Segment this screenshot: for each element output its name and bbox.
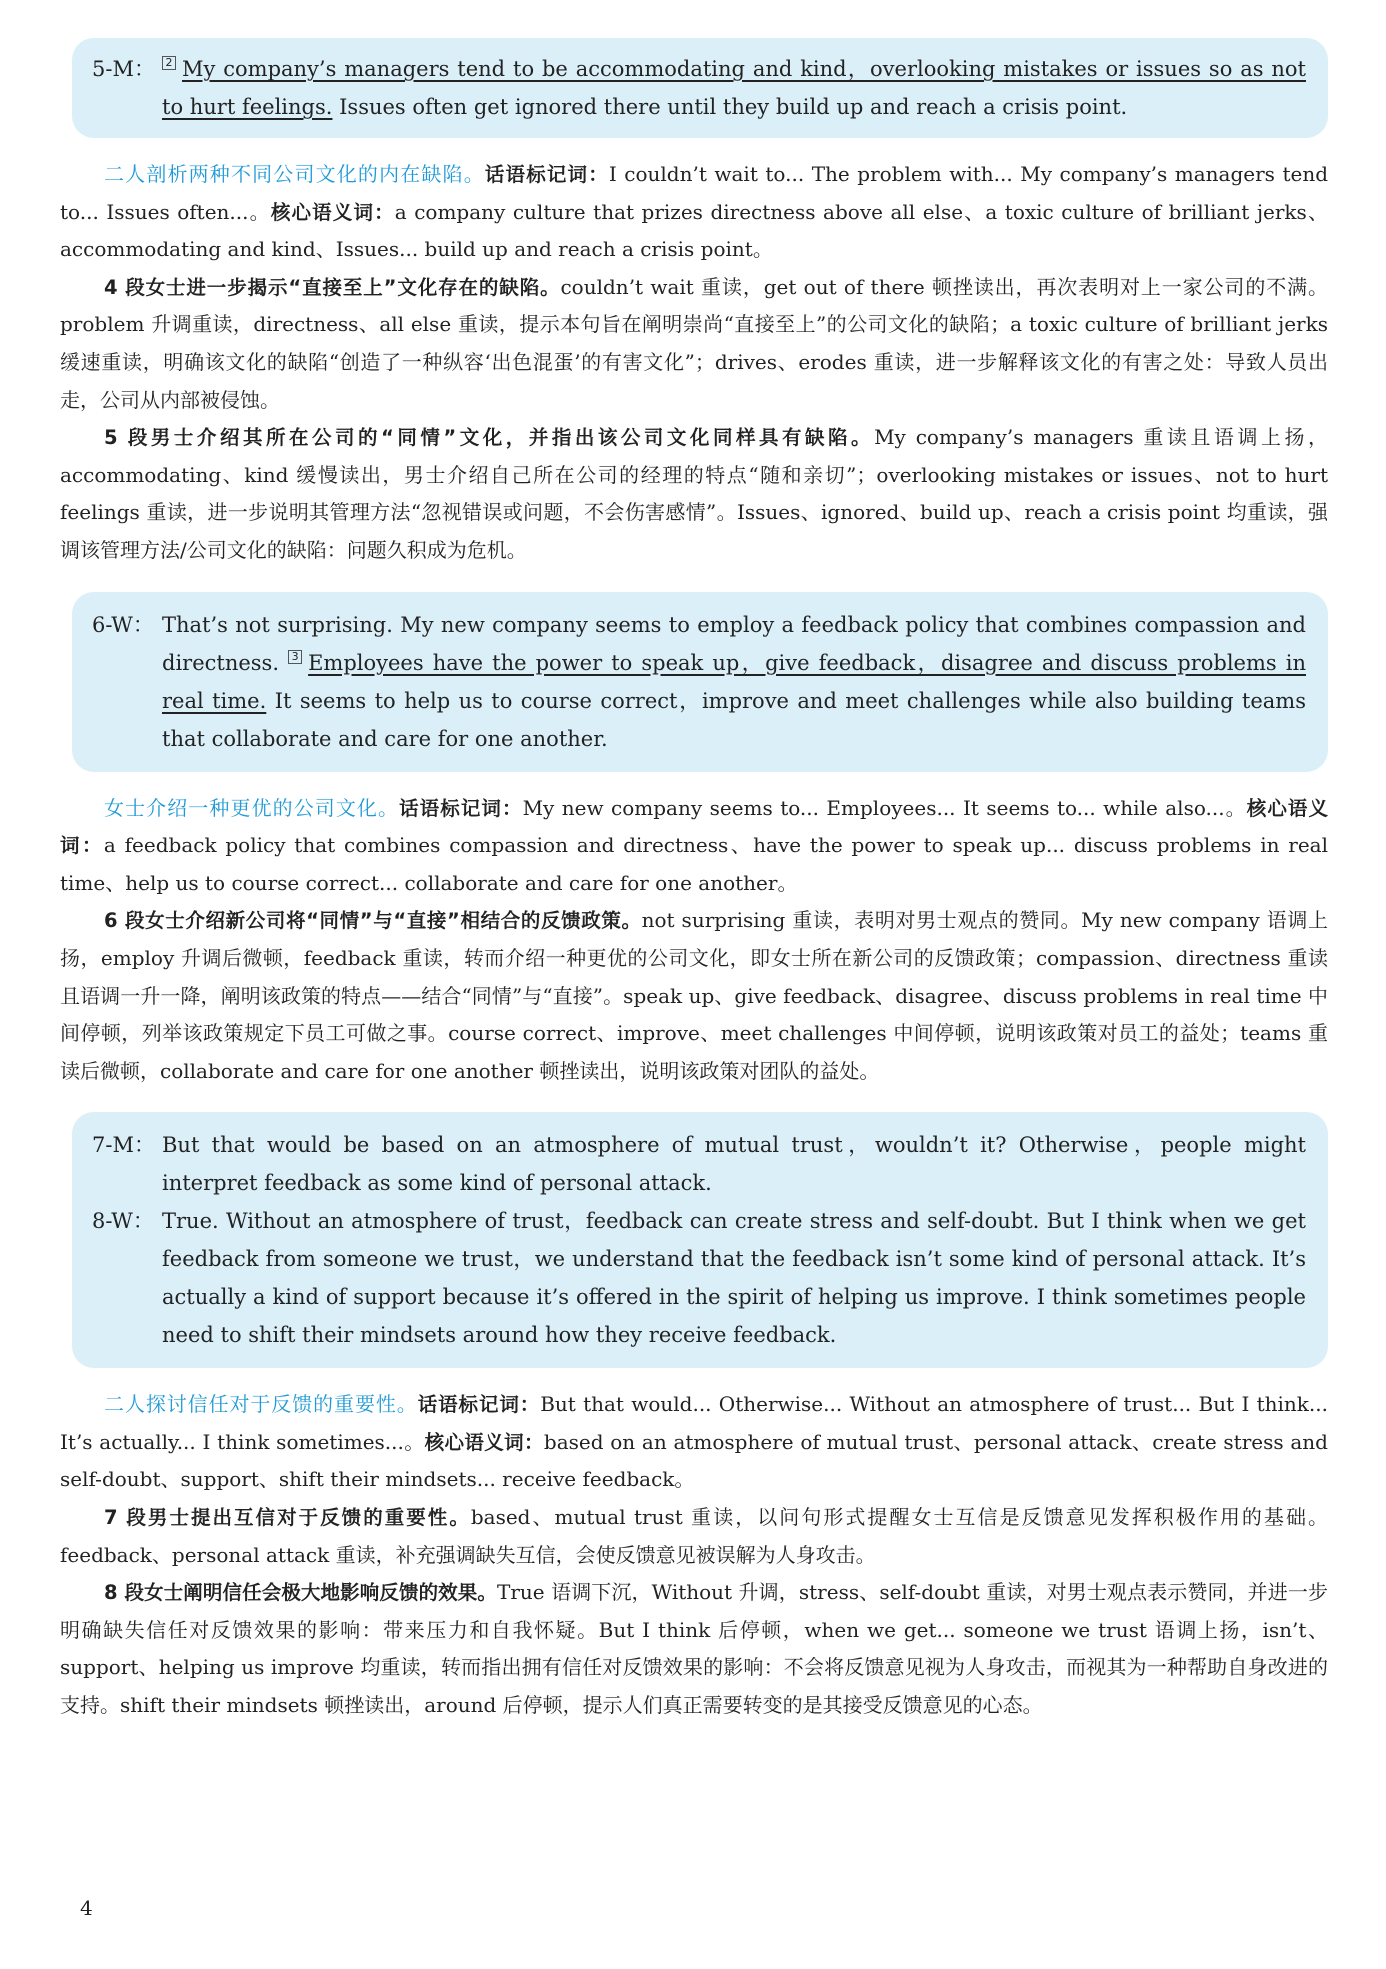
paragraph-note-4 [60,269,1328,419]
dialogue-text [162,50,1306,126]
dialogue-text [162,606,1306,758]
speaker-label: 8-W： [92,1209,154,1234]
dialogue-sentence: Issues often get ignored there until they build up and reach a crisis point. [332,95,1128,119]
dialogue-box-5 [72,38,1328,138]
note-text: based、mutual trust 重读，以问句形式提醒女士互信是反馈意见发挥积极作用的基础。feedback、personal attack 重读，补充强调缺失互信，会使反馈意见被误解为人身攻击。 [60,1505,1328,1567]
analysis-summary [60,790,1328,903]
answer-marker: 2 [162,56,176,70]
dialogue-line [92,50,1306,126]
underlined-sentence: Employees have the power to speak up，give feedback，disagree and discuss problems in real time. [162,650,1306,713]
analysis-summary [60,1386,1328,1499]
paragraph-note-5 [60,419,1328,569]
dialogue-box-6 [72,592,1328,772]
note-heading: 4 段女士进一步揭示“直接至上”文化存在的缺陷。 [104,275,561,299]
analysis-section-2 [60,790,1328,1091]
paragraph-note-7 [60,1499,1328,1574]
note-text: My company’s managers 重读且语调上扬，accommodating、kind 缓慢读出，男士介绍自己所在公司的经理的特点“随和亲切”；overlooking mistakes or issues、not to hurt feelings 重读，进一步说明其管理方法“忽视错误或问题，不会伤害感情”。Issues、ignored、build up、reach a crisis point 均重读，强调该管理方法/公司文化的缺陷：问题久积成为危机。 [60,425,1328,562]
analysis-summary [60,156,1328,269]
dialogue-line [92,1202,1306,1354]
dialogue-box-7-8 [72,1112,1328,1368]
note-heading: 5 段男士介绍其所在公司的“同情”文化，并指出该公司文化同样具有缺陷。 [104,426,875,450]
note-text: couldn’t wait 重读，get out of there 顿挫读出，再次表明对上一家公司的不满。problem 升调重读，directness、all else 重读，提示本句旨在阐明崇尚“直接至上”的公司文化的缺陷；a toxic culture of brilliant jerks 缓速重读，明确该文化的缺陷“创造了一种纵容‘出色混蛋’的有害文化”；drives、erodes 重读，进一步解释该文化的有害之处：导致人员出走，公司从内部被侵蚀。 [60,274,1328,412]
speaker-label: 6-W： [92,612,154,637]
note-heading: 7 段男士提出互信对于反馈的重要性。 [104,1506,471,1530]
note-heading: 8 段女士阐明信任会极大地影响反馈的效果。 [104,1581,497,1605]
speaker-label: 5-M： [92,57,155,81]
section-lead: 二人剖析两种不同公司文化的内在缺陷。 [104,162,485,186]
keyword-text: based on an atmosphere of mutual trust、personal attack、create stress and self-doubt、support、shift their mindsets... receive feedback。 [60,1429,1328,1492]
answer-marker: 3 [288,650,302,664]
speaker-label: 7-M： [92,1133,155,1158]
keyword-text: I couldn’t wait to... The problem with... My company’s managers tend to... Issues often...。 [60,162,1328,224]
keyword-text: a feedback policy that combines compassion and directness、have the power to speak up... discuss problems in real time、help us to course correct... collaborate and care for one another。 [60,833,1328,895]
dialogue-sentence: That’s not surprising. My new company seems to employ a feedback policy that combines compassion and directness. [162,612,1306,675]
keyword-label: 话语标记词： [399,796,523,820]
dialogue-line [92,1126,1306,1202]
paragraph-note-8 [60,1574,1328,1724]
page-number: 4 [80,1896,93,1920]
paragraph-note-6 [60,902,1328,1090]
keyword-text: My new company seems to... Employees... It seems to... while also...。 [522,795,1247,820]
note-heading: 6 段女士介绍新公司将“同情”与“直接”相结合的反馈政策。 [104,909,642,933]
keyword-label: 核心语义词： [60,796,1328,858]
page-content [60,38,1328,1747]
keyword-label: 核心语义词： [270,200,395,224]
keyword-text: But that would... Otherwise... Without an atmosphere of trust... But I think... It’s actually... I think sometimes...。 [60,1392,1328,1454]
note-text: not surprising 重读，表明对男士观点的赞同。My new company 语调上扬，employ 升调后微顿，feedback 重读，转而介绍一种更优的公司文化，即女士所在新公司的反馈政策；compassion、directness 重读且语调一升一降，阐明该政策的特点——结合“同情”与“直接”。speak up、give feedback、disagree、discuss problems in real time 中间停顿，列举该政策规定下员工可做之事。course correct、improve、meet challenges 中间停顿，说明该政策对员工的益处；teams 重读后微顿，collaborate and care for one another 顿挫读出，说明该政策对团队的益处。 [60,908,1329,1083]
dialogue-sentence: It seems to help us to course correct，improve and meet challenges while also building teams that collaborate and care for one another. [162,688,1306,751]
section-lead: 二人探讨信任对于反馈的重要性。 [104,1392,418,1417]
keyword-label: 话语标记词： [417,1393,541,1417]
analysis-section-3 [60,1386,1328,1724]
keyword-label: 话语标记词： [484,163,609,186]
keyword-text: a company culture that prizes directness above all else、a toxic culture of brilliant jerks、accommodating and kind、Issues... build up and reach a crisis point。 [60,199,1328,262]
dialogue-text: True. Without an atmosphere of trust，feedback can create stress and self-doubt. But I think when we get feedback from someone we trust，we understand that the feedback isn’t some kind of personal attack. It’s actually a kind of support because it’s offered in the spirit of helping us improve. I think sometimes people need to shift their mindsets around how they receive feedback. [162,1209,1306,1348]
section-lead: 女士介绍一种更优的公司文化。 [104,795,400,820]
dialogue-line [92,606,1306,758]
note-text: True 语调下沉，Without 升调，stress、self-doubt 重读，对男士观点表示赞同，并进一步明确缺失信任对反馈效果的影响：带来压力和自我怀疑。But I think 后停顿，when we get... someone we trust 语调上扬，isn’t、support、helping us improve 均重读，转而指出拥有信任对反馈效果的影响：不会将反馈意见视为人身攻击，而视其为一种帮助自身改进的支持。shift their mindsets 顿挫读出，around 后停顿，提示人们真正需要转变的是其接受反馈意见的心态。 [60,1580,1328,1718]
underlined-sentence: My company’s managers tend to be accommodating and kind，overlooking mistakes or issues so as not to hurt feelings. [162,57,1306,119]
dialogue-text: But that would be based on an atmosphere of mutual trust，wouldn’t it? Otherwise，people might interpret feedback as some kind of personal attack. [162,1133,1306,1196]
keyword-label: 核心语义词： [424,1430,544,1454]
analysis-section-1 [60,156,1328,570]
